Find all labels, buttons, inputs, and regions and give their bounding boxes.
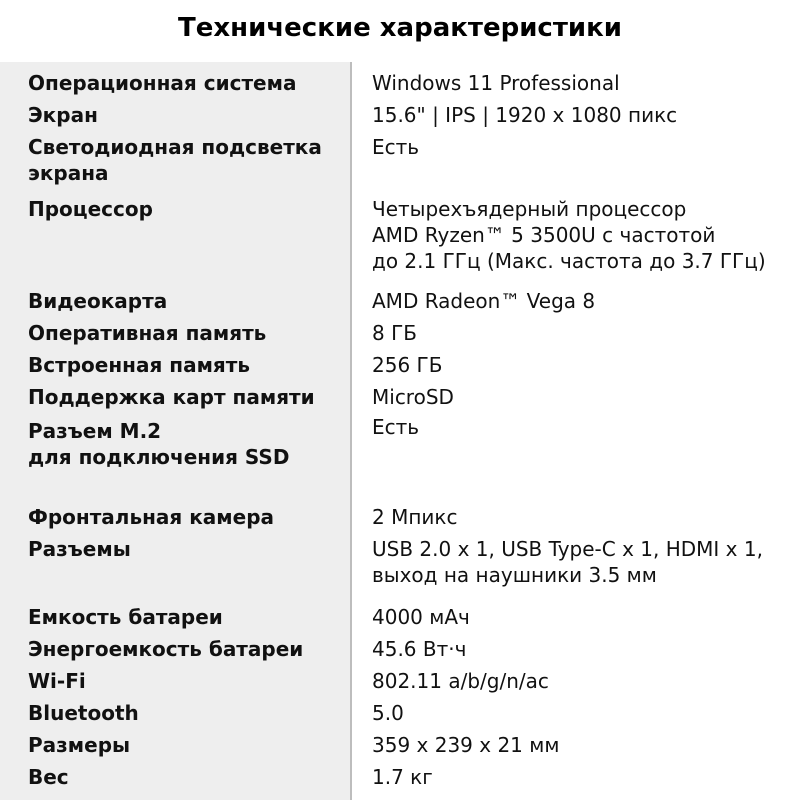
- spec-label: Светодиодная подсветка экрана: [28, 135, 322, 185]
- spec-label: Процессор: [28, 197, 153, 221]
- spec-value: Есть: [372, 135, 420, 159]
- spec-label: Емкость батареи: [28, 605, 223, 629]
- spec-label: Фронтальная камера: [28, 505, 275, 529]
- spec-value: AMD Radeon™ Vega 8: [372, 289, 596, 313]
- spec-label: Вес: [28, 765, 69, 789]
- spec-label: Разъемы: [28, 537, 131, 561]
- spec-value: 8 ГБ: [372, 321, 417, 345]
- spec-value: USB 2.0 x 1, USB Type-C x 1, HDMI x 1, выход на наушники 3.5 мм: [372, 537, 763, 587]
- spec-label: Размеры: [28, 733, 131, 757]
- spec-label: Wi-Fi: [28, 669, 86, 693]
- spec-value: Есть: [372, 415, 420, 439]
- spec-label: Оперативная память: [28, 321, 267, 345]
- spec-label: Видеокарта: [28, 289, 168, 313]
- spec-value: MicroSD: [372, 385, 454, 409]
- spec-label: Операционная система: [28, 71, 297, 95]
- spec-value: 2 Мпикс: [372, 505, 458, 529]
- spec-value: 15.6" | IPS | 1920 x 1080 пикс: [372, 103, 678, 127]
- spec-value: 5.0: [372, 701, 404, 725]
- spec-value: 1.7 кг: [372, 765, 433, 789]
- spec-value: 4000 мАч: [372, 605, 470, 629]
- spec-label: Bluetooth: [28, 701, 139, 725]
- spec-value: 256 ГБ: [372, 353, 443, 377]
- spec-label: Разъем M.2 для подключения SSD: [28, 419, 290, 469]
- spec-value: 45.6 Вт·ч: [372, 637, 467, 661]
- spec-label: Экран: [28, 103, 98, 127]
- spec-label: Встроенная память: [28, 353, 250, 377]
- page-title: Технические характеристики: [178, 13, 622, 43]
- spec-value: Windows 11 Professional: [372, 71, 620, 95]
- spec-label: Энергоемкость батареи: [28, 637, 304, 661]
- spec-value: 359 x 239 x 21 мм: [372, 733, 560, 757]
- column-divider: [350, 62, 352, 800]
- spec-value: 802.11 a/b/g/n/ac: [372, 669, 549, 693]
- spec-value: Четырехъядерный процессор AMD Ryzen™ 5 3500U с частотой до 2.1 ГГц (Макс. частота до 3.7 ГГц): [372, 197, 766, 273]
- spec-label: Поддержка карт памяти: [28, 385, 315, 409]
